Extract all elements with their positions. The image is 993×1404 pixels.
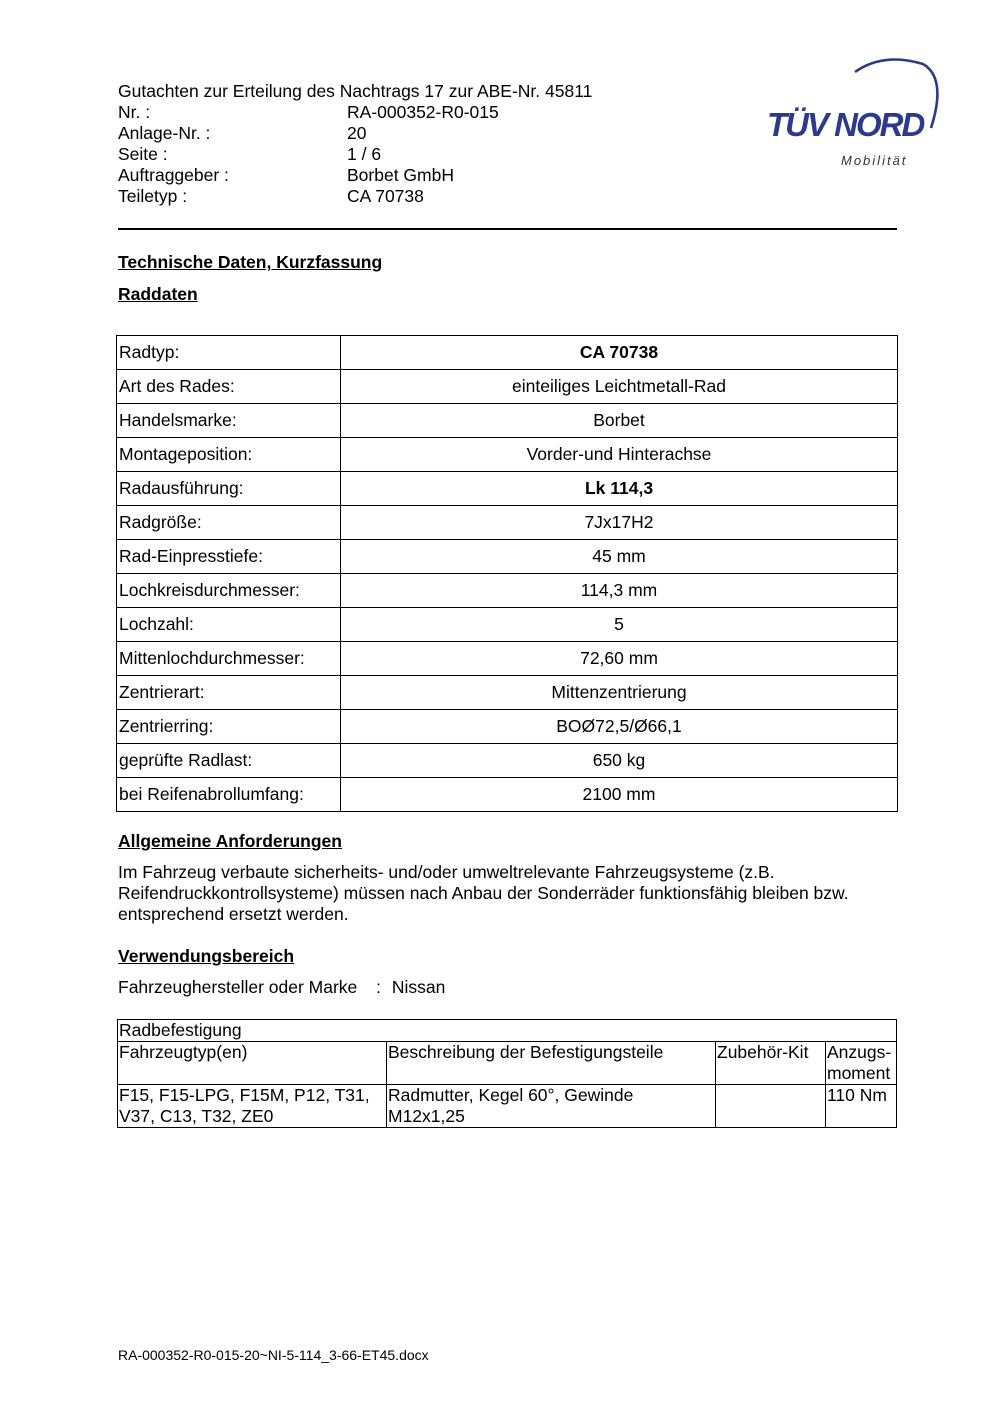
row-value: Borbet [341,404,898,438]
heading-raddaten: Raddaten [118,284,198,304]
cell-anzugsmoment: 110 Nm [826,1085,897,1128]
tuev-nord-logo [763,58,943,173]
table-row [117,710,898,744]
row-label: bei Reifenabrollumfang: [117,778,341,812]
row-label: geprüfte Radlast: [117,744,341,778]
radbefestigung-title: Radbefestigung [118,1020,897,1042]
table-header-row [118,1042,897,1085]
table-row [117,336,898,370]
footer-filename: RA-000352-R0-015-20~NI-5-114_3-66-ET45.docx [118,1347,429,1363]
row-value: 72,60 mm [341,642,898,676]
header-field-auftraggeber [118,165,678,186]
text-line: entsprechend ersetzt werden. [118,904,349,924]
header-field-label: Teiletyp : [118,186,188,206]
heading-allgemeine-anforderungen: Allgemeine Anforderungen [118,831,342,851]
header-field-label: Nr. : [118,102,151,122]
header-field-nr [118,102,678,123]
wheel-data-table [116,335,898,812]
cell-zubehoer-kit [716,1085,826,1128]
header-anzugsmoment-text: Anzugs- moment [827,1042,892,1083]
row-label: Montageposition: [117,438,341,472]
row-value: 5 [341,608,898,642]
row-label: Handelsmarke: [117,404,341,438]
row-value: 7Jx17H2 [341,506,898,540]
header-field-value: Borbet GmbH [347,165,454,185]
header-field-anlage [118,123,678,144]
row-label: Lochzahl: [117,608,341,642]
row-value: 114,3 mm [341,574,898,608]
row-value: Lk 114,3 [341,472,898,506]
text-line: Reifendruckkontrollsysteme) müssen nach Anbau der Sonderräder funktionsfähig bleiben bzw. [118,883,849,903]
row-value: einteiliges Leichtmetall-Rad [341,370,898,404]
header-field-teiletyp [118,186,678,207]
heading-verwendungsbereich: Verwendungsbereich [118,946,295,966]
header-anzugsmoment [826,1042,897,1085]
header-field-value: 1 / 6 [347,144,382,164]
header-title: Gutachten zur Erteilung des Nachtrags 17 zur ABE-Nr. 45811 [118,81,593,101]
logo-name: TÜV NORD [767,106,924,143]
row-value: 650 kg [341,744,898,778]
header-field-value: CA 70738 [347,186,424,206]
row-label: Zentrierart: [117,676,341,710]
manufacturer-line [118,977,445,998]
row-label: Radtyp: [117,336,341,370]
row-value: 45 mm [341,540,898,574]
heading-technische-daten: Technische Daten, Kurzfassung [118,252,383,272]
allgemeine-text [118,862,908,925]
table-row [117,438,898,472]
tuev-nord-logo-icon [763,58,943,173]
header-zubehoer-kit: Zubehör-Kit [716,1042,826,1085]
table-row [117,404,898,438]
document-header [118,81,678,207]
table-row [117,642,898,676]
table-row [118,1085,897,1128]
table-row [117,608,898,642]
row-label: Mittenlochdurchmesser: [117,642,341,676]
manufacturer-separator: : [376,977,382,997]
table-row [117,370,898,404]
table-row [117,676,898,710]
manufacturer-label: Fahrzeughersteller oder Marke [118,977,358,997]
cell-fahrzeugtyp: F15, F15-LPG, F15M, P12, T31, V37, C13, T32, ZE0 [118,1085,387,1128]
header-field-seite [118,144,678,165]
header-field-label: Seite : [118,144,168,164]
row-label: Radausführung: [117,472,341,506]
row-value: 2100 mm [341,778,898,812]
row-value: CA 70738 [341,336,898,370]
header-fahrzeugtyp: Fahrzeugtyp(en) [118,1042,387,1085]
text-line: Im Fahrzeug verbaute sicherheits- und/oder umweltrelevante Fahrzeugsysteme (z.B. [118,862,775,882]
row-label: Rad-Einpresstiefe: [117,540,341,574]
table-row [117,744,898,778]
manufacturer-value: Nissan [391,977,446,997]
logo-tagline: Mobilität [841,153,908,168]
header-field-value: RA-000352-R0-015 [347,102,499,122]
table-row [117,778,898,812]
header-field-value: 20 [347,123,367,143]
row-label: Lochkreisdurchmesser: [117,574,341,608]
table-row [117,506,898,540]
row-label: Radgröße: [117,506,341,540]
row-label: Zentrierring: [117,710,341,744]
header-divider [118,228,897,230]
row-value: Mittenzentrierung [341,676,898,710]
radbefestigung-table [117,1019,897,1128]
row-value: BOØ72,5/Ø66,1 [341,710,898,744]
header-beschreibung: Beschreibung der Befestigungsteile [387,1042,716,1085]
row-value: Vorder-und Hinterachse [341,438,898,472]
row-label: Art des Rades: [117,370,341,404]
table-row [117,472,898,506]
table-row [117,540,898,574]
cell-beschreibung: Radmutter, Kegel 60°, Gewinde M12x1,25 [387,1085,716,1128]
table-row [117,574,898,608]
header-field-label: Anlage-Nr. : [118,123,211,143]
header-field-label: Auftraggeber : [118,165,229,185]
